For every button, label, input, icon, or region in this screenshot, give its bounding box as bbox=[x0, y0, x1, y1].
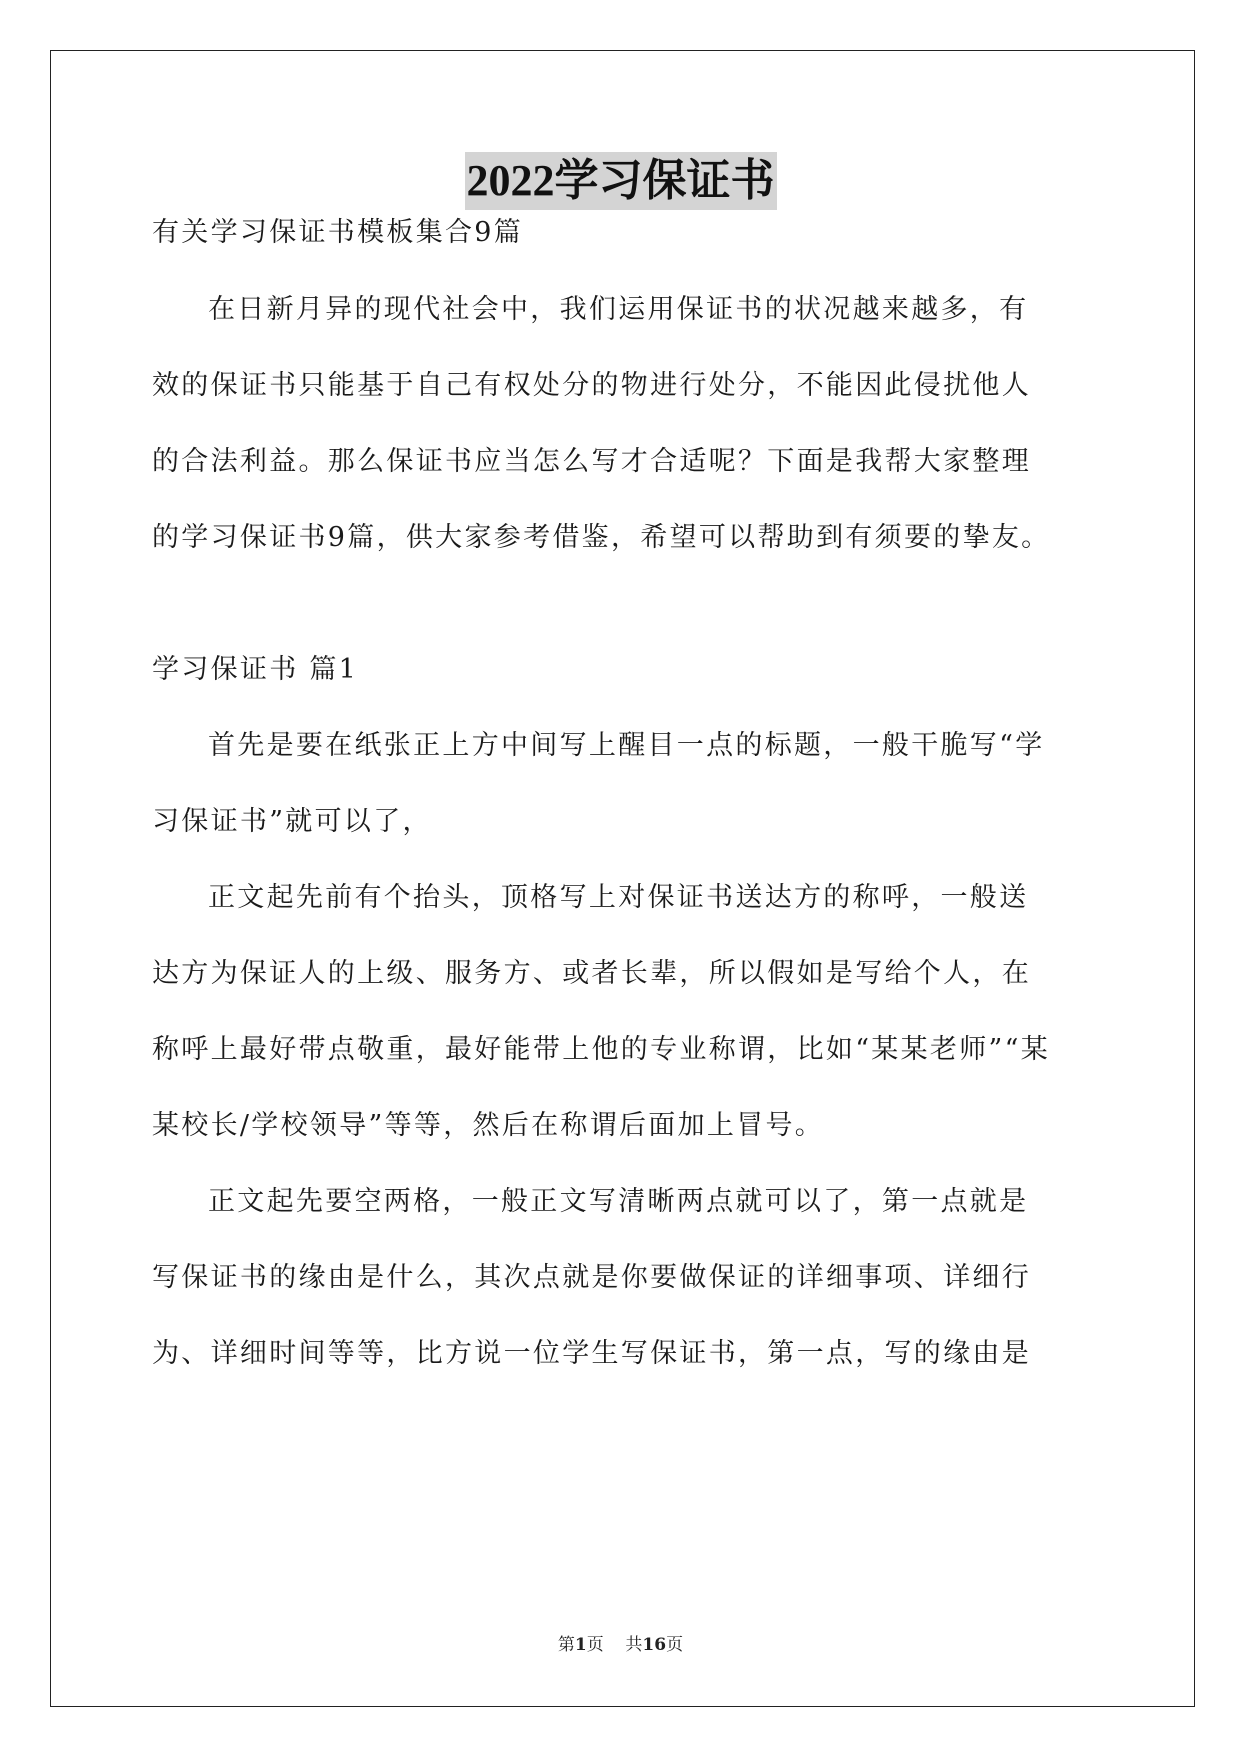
para2-line: 称呼上最好带点敬重，最好能带上他的专业称谓，比如“某某老师”“某 bbox=[152, 1034, 1051, 1065]
total-suffix: 页 bbox=[666, 1635, 684, 1655]
page-total: 16 bbox=[642, 1635, 667, 1655]
para2-line: 某校长/学校领导”等等，然后在称谓后面加上冒号。 bbox=[152, 1110, 825, 1141]
page-suffix: 页 bbox=[586, 1635, 604, 1655]
para1-line: 习保证书”就可以了， bbox=[152, 806, 432, 837]
total-prefix: 共 bbox=[625, 1635, 643, 1655]
page-prefix: 第 bbox=[557, 1635, 575, 1655]
intro-line: 的合法利益。那么保证书应当怎么写才合适呢？下面是我帮大家整理 bbox=[152, 446, 1031, 477]
page-footer bbox=[0, 1630, 1241, 1655]
para2-line: 达方为保证人的上级、服务方、或者长辈，所以假如是写给个人，在 bbox=[152, 958, 1031, 989]
page-current: 1 bbox=[574, 1635, 587, 1655]
para3-line: 正文起先要空两格，一般正文写清晰两点就可以了，第一点就是 bbox=[208, 1186, 1029, 1217]
para3-line: 为、详细时间等等，比方说一位学生写保证书，第一点，写的缘由是 bbox=[152, 1338, 1031, 1369]
intro-line: 效的保证书只能基于自己有权处分的物进行处分，不能因此侵扰他人 bbox=[152, 370, 1031, 401]
para3-line: 写保证书的缘由是什么，其次点就是你要做保证的详细事项、详细行 bbox=[152, 1262, 1031, 1293]
para2-line: 正文起先前有个抬头，顶格写上对保证书送达方的称呼，一般送 bbox=[208, 882, 1029, 913]
para1-line: 首先是要在纸张正上方中间写上醒目一点的标题，一般干脆写“学 bbox=[208, 730, 1045, 761]
section-heading: 学习保证书 篇1 bbox=[152, 654, 359, 685]
intro-line: 在日新月异的现代社会中，我们运用保证书的状况越来越多，有 bbox=[208, 294, 1029, 325]
title-container bbox=[0, 152, 1241, 210]
document-title: 2022学习保证书 bbox=[465, 152, 777, 210]
intro-line: 的学习保证书9篇，供大家参考借鉴，希望可以帮助到有须要的挚友。 bbox=[152, 522, 1051, 553]
subtitle: 有关学习保证书模板集合9篇 bbox=[152, 217, 524, 248]
